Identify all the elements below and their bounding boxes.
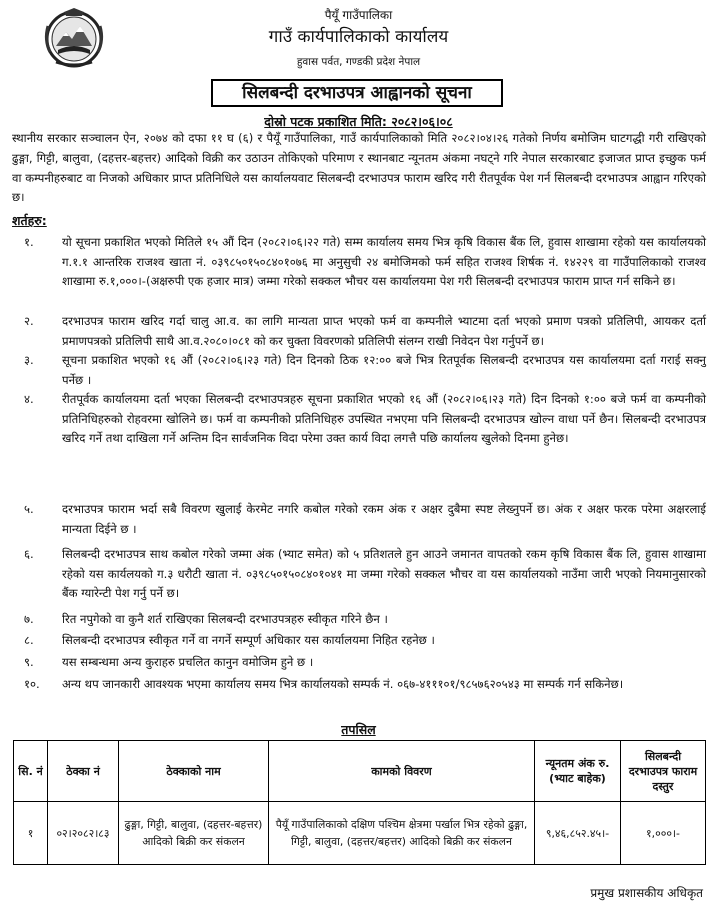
- schedule-table: [13, 740, 706, 865]
- office-name: गाउँ कार्यपालिकाको कार्यालय: [268, 27, 449, 47]
- col-header-contract-name: ठेक्काको नाम: [119, 741, 269, 802]
- condition-number: ६.: [24, 547, 34, 561]
- condition-number: १.: [24, 235, 34, 249]
- cell-serial: १: [14, 802, 48, 865]
- condition-text: यस सम्बन्धमा अन्य कुराहरु प्रचलित कानुन वमोजिम हुने छ ।: [62, 655, 314, 669]
- condition-item: [12, 631, 706, 651]
- cell-form-fee: १,०००।-: [621, 802, 706, 865]
- intro-paragraph: स्थानीय सरकार सञ्चालन ऐन, २०७४ को दफा ११ घ (६) र पैयूँ गाउँपालिका, गाउँ कार्यपालिकाको मिति २०८२।०४।२६ गतेको निर्णय बमोजिम घाटगद्धी गरी राखिएको ढुङ्गा, गिट्टी, बालुवा, (दहत्तर-बहत्तर) आदिको विक्री कर उठाउन तोकिएको परिमाण र स्थानबाट न्यूनतम अंकमा नघट्ने गरि नेपाल सरकारबाट इजाजत प्राप्त इच्छुक फर्म वा कम्पनीहरुबाट वा निजको अधिकार प्राप्त प्रतिनिधिले यस कार्यालयवाट सिलबन्दी दरभाउपत्र फाराम खरिद गरी रीतपूर्वक पेश गर्न सिलबन्दी दरभाउपत्र आह्वान गरिएको छ।: [12, 131, 706, 205]
- condition-text: सूचना प्रकाशित भएको १६ औं (२०८२।०६।२३ गते) दिन दिनको ठिक १२:०० बजे भित्र रितपूर्वक सिलबन्दी दरभाउपत्र यस कार्यालयमा दर्ता गराई सक्नु पर्नेछ ।: [62, 353, 706, 387]
- publication-date: दोस्रो पटक प्रकाशित मिति: २०८२।०६।०८: [264, 114, 453, 129]
- condition-text: सिलबन्दी दरभाउपत्र साथ कबोल गरेको जम्मा अंक (भ्याट समेत) को ५ प्रतिशतले हुन आउने जमानत वापतको रकम कृषि विकास बैंक लि, हुवास शाखामा रहेको यस कार्यलयको ग.३ धरौटी खाता नं. ०३९८५०१५०८४०१०४१ मा जम्मा गरेको सक्कल भौचर वा यस कार्यालयको नाउँमा जारी भएको नियमानुसारको बैंक ग्यारेन्टी पेश गर्नु पर्ने छ।: [62, 547, 706, 601]
- condition-text: अन्य थप जानकारी आवश्यक भएमा कार्यालय समय भित्र कार्यालयको सम्पर्क नं. ०६७-४१११०१/९८५७६२०५४३ मा सम्पर्क गर्न सकिनेछ।: [62, 677, 624, 691]
- condition-text: सिलबन्दी दरभाउपत्र स्वीकृत गर्ने वा नगर्ने सम्पूर्ण अधिकार यस कार्यालयमा निहित रहनेछ ।: [62, 633, 435, 647]
- condition-number: ९.: [24, 655, 34, 669]
- condition-item: [12, 390, 706, 449]
- condition-text: दरभाउपत्र फाराम खरिद गर्दा चालु आ.व. का लागि मान्यता प्राप्त भएको फर्म वा कम्पनीले भ्याटमा दर्ता भएको प्रमाण पत्रको प्रतिलिपी, आयकर दर्ता प्रमाणपत्रको प्रतिलिपी साथै आ.व.२०८०।०८१ को कर चुक्ता विवरणको प्रतिलिपी संलग्न राखी निवेदन पेश गर्नुपर्ने छ।: [62, 314, 706, 348]
- condition-text: यो सूचना प्रकाशित भएको मितिले १५ औं दिन (२०८२।०६।२२ गते) सम्म कार्यालय समय भित्र कृषि विकास बैंक लि, हुवास शाखामा रहेको यस कार्यालयको ग.१.१ आन्तरिक राजश्व खाता नं. ०३९८५०१५०८४०१०७६ मा अनुसुची २४ बमोजिमको फर्म सहित राजश्व शिर्षक नं. १४२२९ वा गाउँपालिकाको राजश्व शाखामा रु.१,०००।-(अक्षरुपी एक हजार मात्र) जम्मा गरेको सक्कल भौचर यस कार्यालयमा पेश गरी सिलबन्दी दरभाउपत्र फाराम प्राप्त गर्न सकिने छ।: [62, 235, 706, 289]
- condition-text: रीतपूर्वक कार्यालयमा दर्ता भएका सिलबन्दी दरभाउपत्रहरु सूचना प्रकाशित भएको १६ औं (२०८२।०६।२३ गते) दिन दिनको १:०० बजे फर्म वा कम्पनीको प्रतिनिधिहरुको रोहवरमा खोलिने छ। फर्म वा कम्पनीको प्रतिनिधिहरु उपस्थित नभएमा पनि सिलबन्दी दरभाउपत्र खोल्न वाधा पर्ने छैन। सिलबन्दी दरभाउपत्र खरिद गर्ने तथा दाखिला गर्ने अन्तिम दिन सार्वजनिक विदा परेमा उक्त कार्य विदा लगत्तै पछि कार्यालय खुलेको दिनमा हुनेछ।: [62, 392, 706, 446]
- letterhead: [0, 0, 717, 78]
- condition-item: [12, 610, 706, 630]
- table-row: [14, 802, 706, 865]
- condition-number: ४.: [24, 392, 34, 406]
- cell-contract-no: ०२।२०८२।८३: [48, 802, 119, 865]
- notice-title: सिलबन्दी दरभाउपत्र आह्वानको सूचना: [211, 79, 503, 107]
- condition-number: १०.: [24, 677, 40, 691]
- col-header-contract-no: ठेक्का नं: [48, 741, 119, 802]
- condition-item: [12, 233, 706, 292]
- schedule-title: तपसिल: [341, 722, 376, 737]
- cell-min-amount: ९,४६,८५२.४५।-: [535, 802, 621, 865]
- condition-item: [12, 653, 706, 673]
- signatory-title: प्रमुख प्रशासकीय अधिकृत: [590, 886, 703, 900]
- col-header-description: कामको विवरण: [269, 741, 535, 802]
- municipality-name: पैयूँ गाउँपालिका: [324, 8, 393, 22]
- condition-item: [12, 500, 706, 539]
- condition-item: [12, 351, 706, 390]
- condition-text: रित नपुगेको वा कुनै शर्त राखिएका सिलबन्दी दरभाउपत्रहरु स्वीकृत गरिने छैन ।: [62, 612, 388, 626]
- condition-number: ३.: [24, 353, 34, 367]
- condition-item: [12, 675, 706, 695]
- table-header-row: [14, 741, 706, 802]
- condition-number: २.: [24, 314, 34, 328]
- cell-description: पैयूँ गाउँपालिकाको दक्षिण पश्चिम क्षेत्रमा पर्खाल भित्र रहेको ढुङ्गा, गिट्टी, बालुवा, (दहत्तर/बहत्तर) आदिको बिक्री कर संकलन: [269, 802, 535, 865]
- office-address: हुवास पर्वत, गण्डकी प्रदेश नेपाल: [296, 56, 421, 68]
- col-header-form-fee: सिलबन्दी दरभाउपत्र फाराम दस्तुर: [621, 741, 706, 802]
- condition-item: [12, 312, 706, 351]
- condition-item: [12, 545, 706, 604]
- condition-text: दरभाउपत्र फाराम भर्दा सबै विवरण खुलाई केरमेट नगरि कबोल गरेको रकम अंक र अक्षर दुबैमा स्पष्ट लेख्नुपर्ने छ। अंक र अक्षर फरक परेमा अक्षरलाई मान्यता दिईने छ ।: [62, 502, 706, 536]
- col-header-min-amount: न्यूनतम अंक रु. (भ्याट बाहेक): [535, 741, 621, 802]
- condition-number: ८.: [24, 633, 34, 647]
- col-header-serial: सि. नं: [14, 741, 48, 802]
- condition-number: ५.: [24, 502, 34, 516]
- condition-number: ७.: [24, 612, 34, 626]
- cell-contract-name: ढुङ्गा, गिट्टी, बालुवा, (दहत्तर-बहत्तर) आदिको बिक्री कर संकलन: [119, 802, 269, 865]
- conditions-heading: शर्तहरु:: [12, 213, 47, 228]
